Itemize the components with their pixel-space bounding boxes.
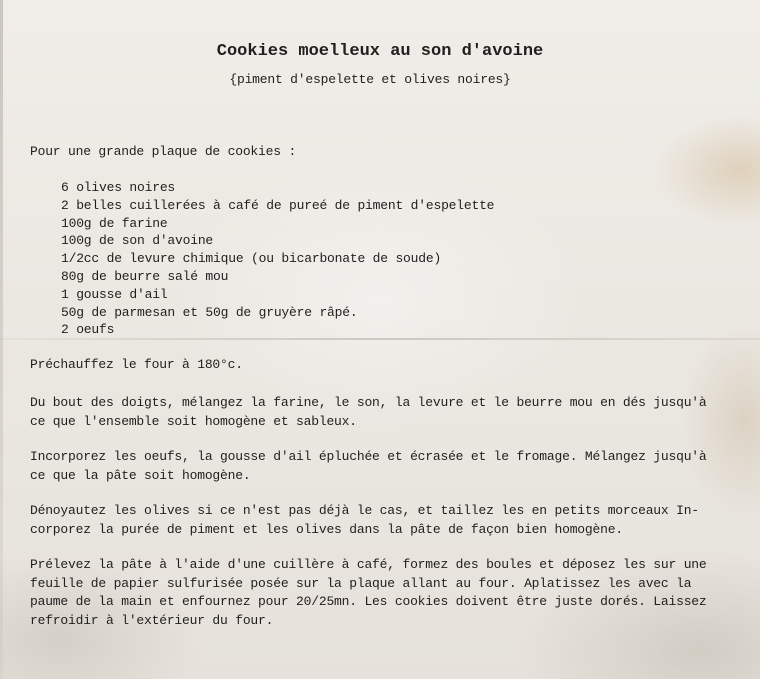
- recipe-title: Cookies moelleux au son d'avoine: [216, 42, 544, 61]
- step-olives: Dénoyautez les olives si ce n'est pas déjà le cas, et taillez les en petits morceaux In- corporez la purée de piment et les olives dans la pâte de façon bien homogène.: [30, 503, 699, 537]
- recipe-subtitle: {piment d'espelette et olives noires}: [229, 72, 511, 87]
- ingredient-item: 2 oeufs: [61, 322, 115, 338]
- ingredient-item: 1 gousse d'ail: [61, 286, 168, 302]
- ingredient-item: 50g de parmesan et 50g de gruyère râpé.: [61, 304, 358, 320]
- ingredient-item: 80g de beurre salé mou: [61, 268, 229, 284]
- ingredient-item: 1/2cc de levure chimique (ou bicarbonate de soude): [61, 251, 442, 267]
- step-add-eggs: Incorporez les oeufs, la gousse d'ail épluchée et écrasée et le fromage. Mélangez jusqu'à ce que la pâte soit homogène.: [30, 449, 707, 483]
- ingredient-list: [61, 179, 494, 339]
- step-bake: Prélevez la pâte à l'aide d'une cuillère à café, formez des boules et déposez les sur une feuille de papier sulfurisée posée sur la plaque allant au four. Aplatissez les avec la paume de la main et enfournez pour 20/25mn. Les cookies doivent être juste dorés. Laissez refroidir à l'extérieur du four.: [30, 557, 707, 628]
- ingredient-item: 2 belles cuillerées à café de pureé de piment d'espelette: [61, 197, 495, 213]
- ingredient-item: 100g de farine: [61, 215, 168, 231]
- step-mix-dry: Du bout des doigts, mélangez la farine, le son, la levure et le beurre mou en dés jusqu'à ce que l'ensemble soit homogène et sableux.: [30, 395, 707, 429]
- step-preheat: Préchauffez le four à 180°c.: [30, 357, 243, 372]
- ingredient-item: 6 olives noires: [61, 180, 176, 195]
- ingredient-item: 100g de son d'avoine: [61, 233, 214, 249]
- recipe-intro: Pour une grande plaque de cookies :: [30, 144, 297, 159]
